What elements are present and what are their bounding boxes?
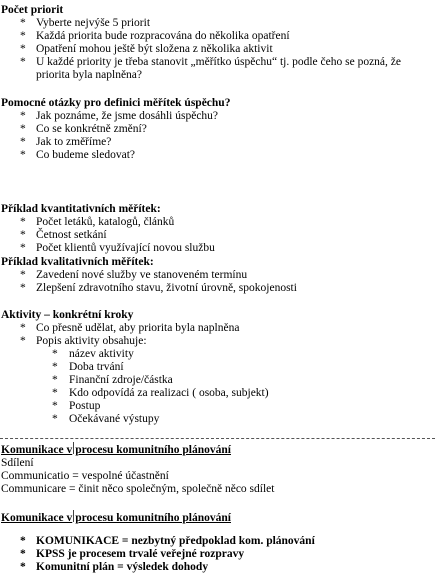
bullet-icon: * bbox=[20, 17, 26, 29]
sub-list-item: * Kdo odpovídá za realizaci ( osoba, subjekt) bbox=[52, 387, 269, 399]
text-line: Communicare = činit něco společným, společně něco sdílet bbox=[1, 483, 275, 495]
bullet-icon: * bbox=[20, 43, 26, 55]
sub-list-item: * Postup bbox=[52, 400, 101, 412]
section-komunikace-1 bbox=[0, 442, 435, 496]
bullet-list bbox=[0, 269, 435, 295]
bullet-list bbox=[0, 216, 435, 255]
text-line: Communicatio = vespolné účastnění bbox=[1, 470, 169, 482]
bullet-icon: * bbox=[20, 269, 26, 281]
bullet-icon: * bbox=[20, 30, 26, 42]
section-kvantitativni bbox=[0, 203, 435, 255]
list-item: * Opatření mohou ještě být složena z několika aktivit bbox=[20, 43, 273, 55]
bullet-icon: * bbox=[52, 400, 58, 412]
bullet-icon: * bbox=[20, 282, 26, 294]
sub-list-item: * Doba trvání bbox=[52, 361, 124, 373]
section-heading: Pomocné otázky pro definici měřítek úspěchu? bbox=[1, 97, 231, 109]
bullet-list bbox=[0, 110, 435, 162]
sub-list-item: * Finanční zdroje/částka bbox=[52, 374, 173, 386]
section-pocet-priorit bbox=[0, 4, 435, 82]
list-item: * Počet klientů využívající novou službu bbox=[20, 242, 215, 254]
bullet-icon: * bbox=[20, 548, 26, 560]
list-item: * Co se konkrétně změní? bbox=[20, 123, 147, 135]
list-item: * KOMUNIKACE = nezbytný předpoklad kom. plánování bbox=[20, 535, 315, 547]
bullet-icon: * bbox=[20, 149, 26, 161]
list-item: * Jak to změříme? bbox=[20, 136, 112, 148]
text-line: Sdílení bbox=[1, 457, 34, 469]
list-item: * Zlepšení zdravotního stavu, životní úrovně, spokojenosti bbox=[20, 282, 297, 294]
bullet-icon: * bbox=[20, 335, 26, 347]
bullet-icon: * bbox=[20, 56, 26, 68]
list-item: * Zavedení nové služby ve stanoveném termínu bbox=[20, 269, 248, 281]
list-item: * U každé priority je třeba stanovit „měřítko úspěchu“ tj. podle čeho se pozná, že priorita byla naplněna? bbox=[20, 56, 401, 81]
bullet-icon: * bbox=[52, 348, 58, 360]
list-item: * Vyberte nejvýše 5 priorit bbox=[20, 17, 151, 29]
section-heading: Počet priorit bbox=[1, 4, 64, 16]
list-item: * Četnost setkání bbox=[20, 229, 107, 241]
bullet-icon: * bbox=[52, 374, 58, 386]
list-item: * Každá priorita bude rozpracována do několika opatření bbox=[20, 30, 290, 42]
list-item: * Počet letáků, katalogů, článků bbox=[20, 216, 175, 228]
bullet-list bbox=[0, 17, 435, 82]
bullet-icon: * bbox=[52, 413, 58, 425]
bullet-icon: * bbox=[52, 361, 58, 373]
bullet-icon: * bbox=[20, 242, 26, 254]
bullet-icon: * bbox=[20, 110, 26, 122]
sub-list-item: * Očekávané výstupy bbox=[52, 413, 160, 425]
bullet-icon: * bbox=[20, 136, 26, 148]
sub-list-item: * název aktivity bbox=[52, 348, 134, 360]
section-aktivity bbox=[0, 309, 435, 426]
bullet-icon: * bbox=[20, 561, 26, 573]
list-item: * Popis aktivity obsahuje: bbox=[20, 335, 147, 347]
list-item: * KPSS je procesem trvalé veřejné rozpravy bbox=[20, 548, 245, 560]
bullet-icon: * bbox=[20, 216, 26, 228]
section-heading: Příklad kvantitativních měřítek: bbox=[1, 203, 161, 215]
section-komunikace-2 bbox=[0, 510, 435, 574]
section-heading: Komunikace v procesu komunitního plánování bbox=[1, 444, 231, 456]
list-item: * Co přesně udělat, aby priorita byla naplněna bbox=[20, 322, 240, 334]
section-heading: Příklad kvalitativních měřítek: bbox=[1, 256, 154, 268]
bullet-icon: * bbox=[20, 535, 26, 547]
section-kvalitativni bbox=[0, 256, 435, 295]
bullet-icon: * bbox=[20, 322, 26, 334]
list-item: * Komunitní plán = výsledek dohody bbox=[20, 561, 209, 573]
list-item: * Co budeme sledovat? bbox=[20, 149, 136, 161]
section-heading: Komunikace v procesu komunitního plánování bbox=[1, 512, 231, 524]
section-divider bbox=[0, 438, 435, 439]
section-heading: Aktivity – konkrétní kroky bbox=[1, 309, 134, 321]
bullet-icon: * bbox=[20, 229, 26, 241]
list-item: * Jak poznáme, že jsme dosáhli úspěchu? bbox=[20, 110, 219, 122]
section-pomocne-otazky bbox=[0, 97, 435, 162]
bullet-list bbox=[0, 322, 435, 426]
bullet-list bbox=[0, 535, 435, 574]
bullet-icon: * bbox=[52, 387, 58, 399]
bullet-icon: * bbox=[20, 123, 26, 135]
